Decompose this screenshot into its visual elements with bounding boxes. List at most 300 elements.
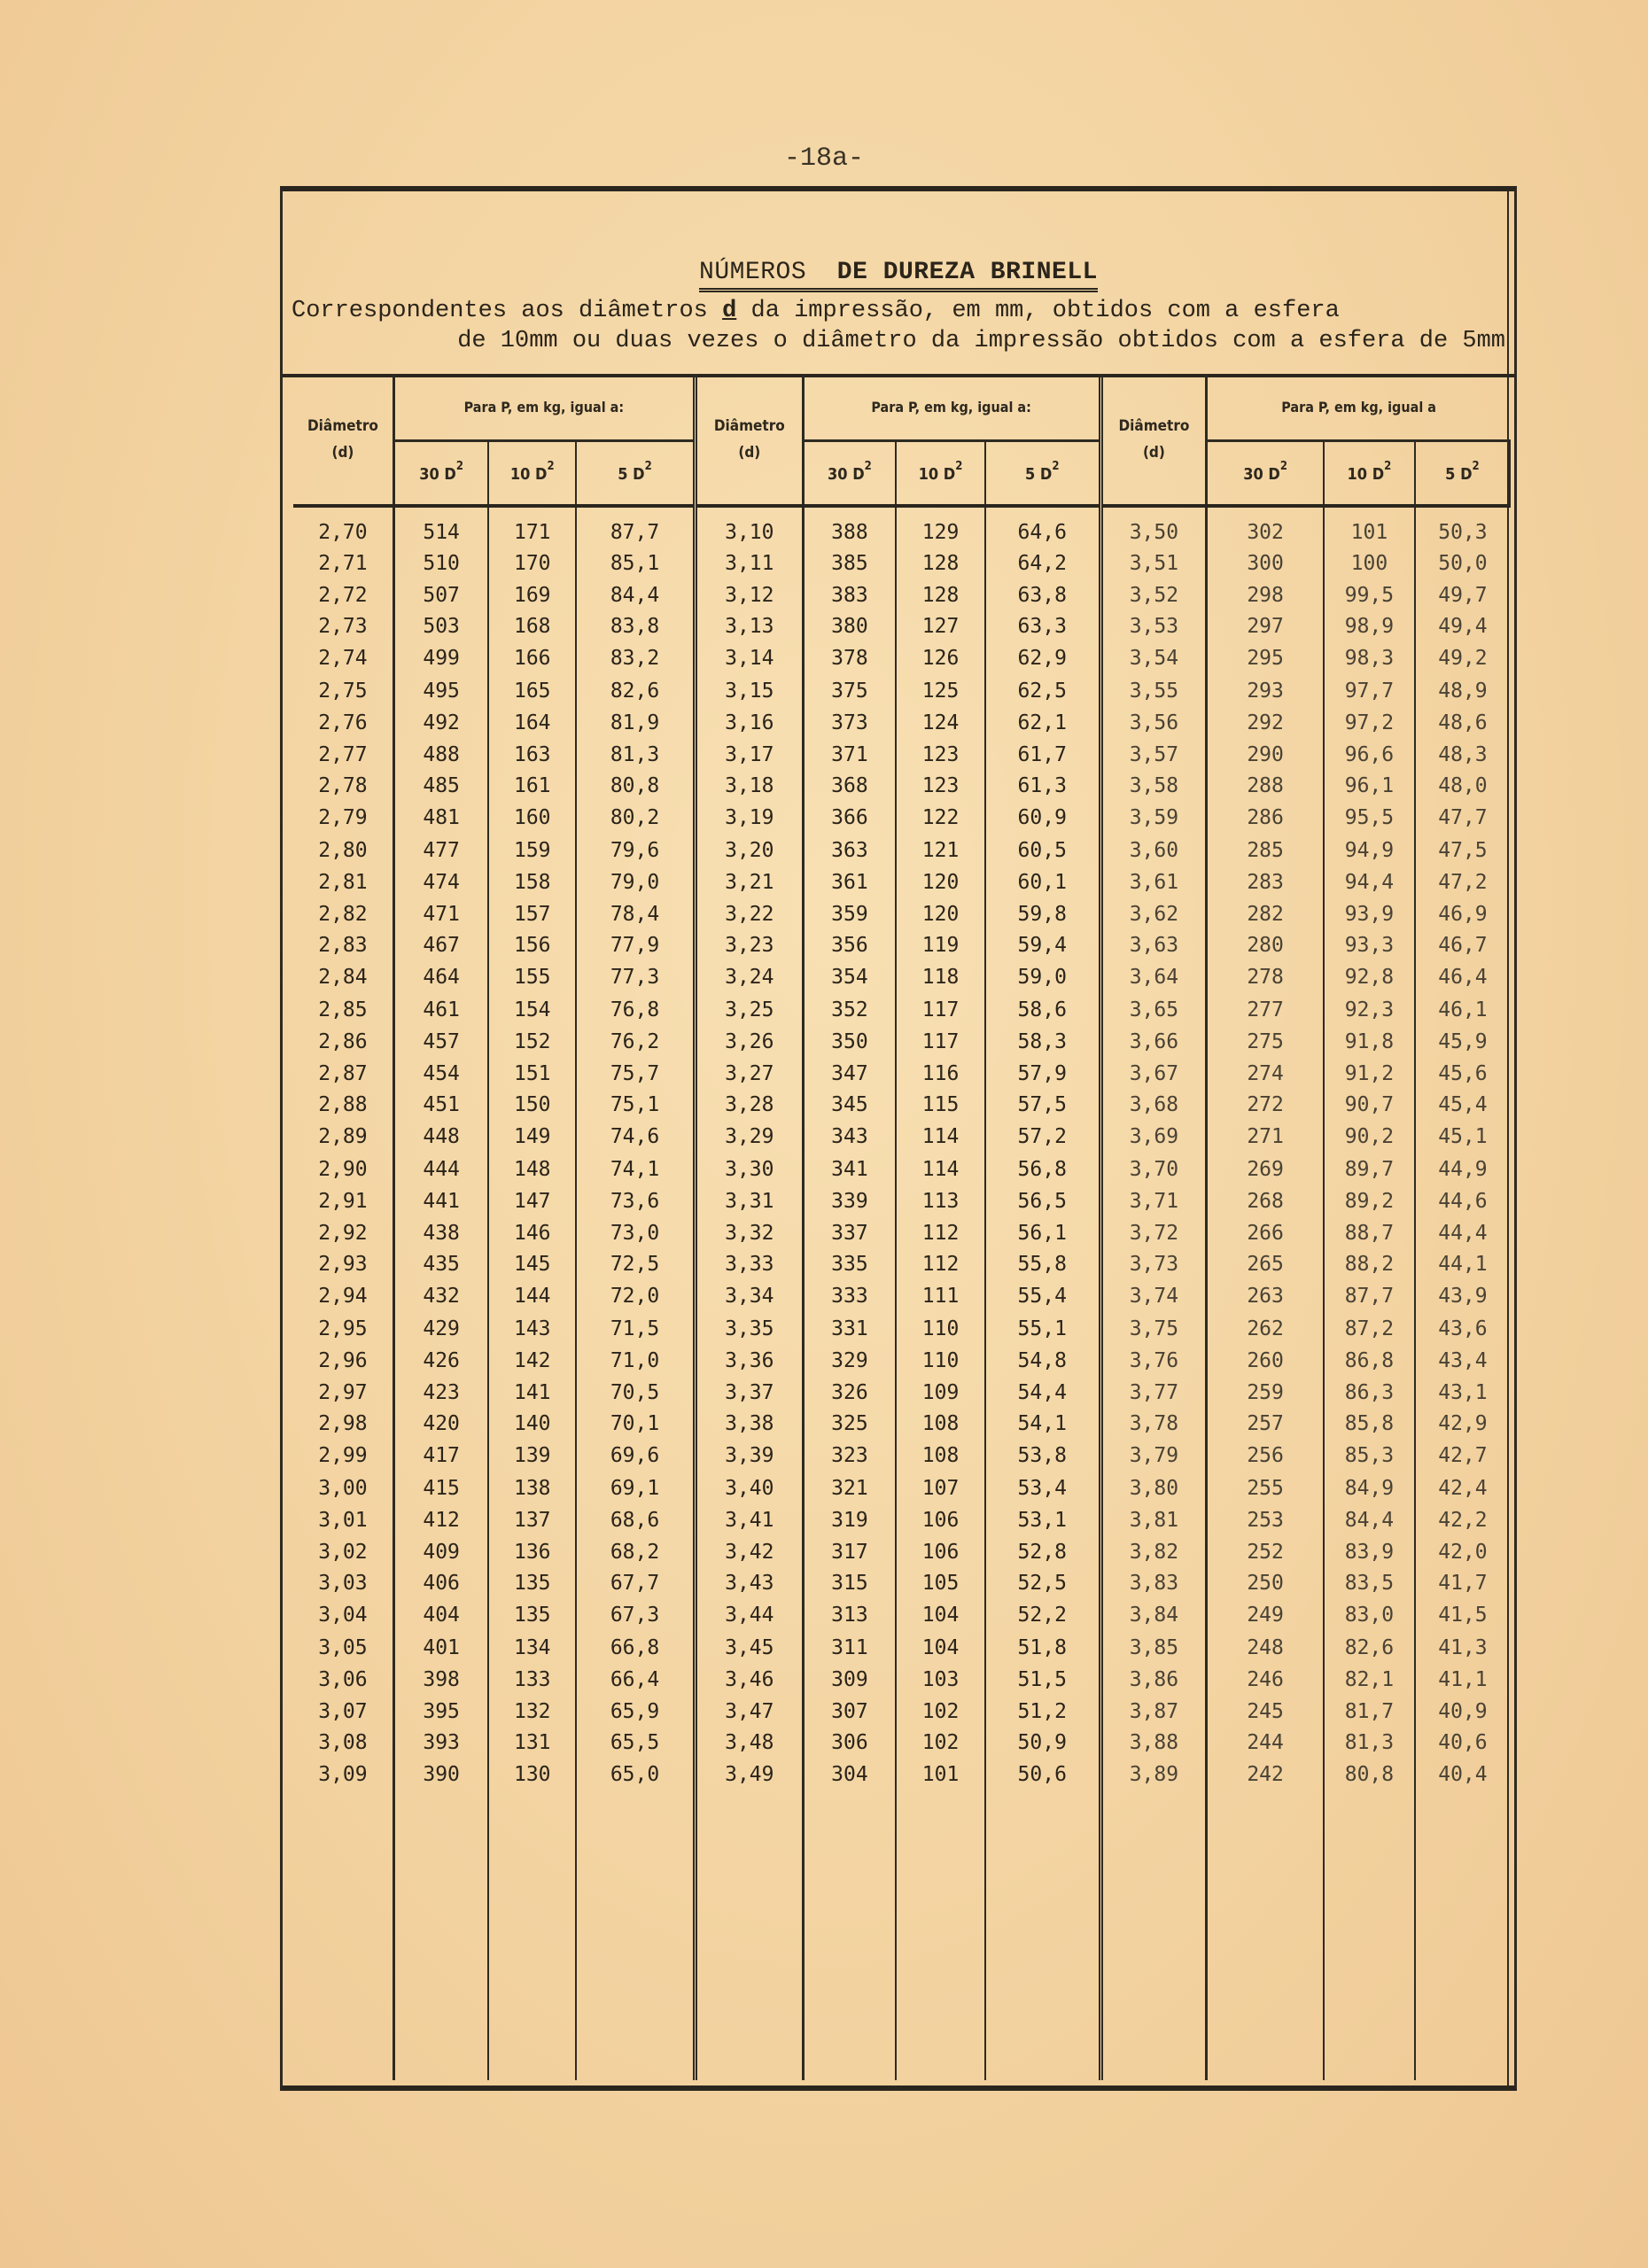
hb-5d2-cell: 70,5 <box>576 1377 695 1409</box>
hb-5d2-cell: 71,0 <box>576 1346 695 1378</box>
diameter-cell: 3,03 <box>293 1568 393 1600</box>
header-load-group-1: Para P, em kg, igual a: <box>393 374 695 441</box>
hb-10d2-cell: 161 <box>488 771 576 803</box>
hb-10d2-cell: 129 <box>896 506 985 548</box>
hb-30d2-cell: 248 <box>1207 1631 1324 1665</box>
hb-30d2-cell: 278 <box>1207 961 1324 993</box>
hb-5d2-cell: 48,3 <box>1438 742 1488 766</box>
hb-30d2-cell: 507 <box>393 579 488 611</box>
hb-10d2-cell: 122 <box>896 802 985 834</box>
hb-10d2-cell: 115 <box>896 1090 985 1122</box>
hb-10d2-cell: 170 <box>488 548 576 580</box>
diameter-cell: 3,37 <box>695 1377 803 1409</box>
table-row <box>293 1058 1510 1090</box>
hb-30d2-cell: 488 <box>393 739 488 771</box>
hb-30d2-cell: 319 <box>803 1505 896 1537</box>
diameter-cell: 3,16 <box>695 708 803 740</box>
hb-10d2-cell: 118 <box>896 961 985 993</box>
hb-30d2-cell: 363 <box>803 834 896 867</box>
hb-30d2-cell: 265 <box>1207 1249 1324 1281</box>
diameter-cell: 3,58 <box>1100 771 1207 803</box>
diameter-cell: 3,34 <box>695 1280 803 1312</box>
diameter-cell: 3,17 <box>695 739 803 771</box>
hb-5d2-cell: 53,8 <box>985 1440 1100 1472</box>
hb-5d2-cell: 69,6 <box>576 1440 695 1472</box>
hb-30d2-cell: 337 <box>803 1217 896 1249</box>
hb-5d2-cell: 53,1 <box>985 1505 1100 1537</box>
hb-10d2-cell: 149 <box>488 1121 576 1153</box>
hb-5d2-cell: 51,8 <box>985 1631 1100 1665</box>
hb-30d2-cell: 256 <box>1207 1440 1324 1472</box>
diameter-cell: 3,20 <box>695 834 803 867</box>
title-block <box>283 191 1514 377</box>
hb-30d2-cell: 255 <box>1207 1472 1324 1505</box>
hb-5d2-cell: 46,9 <box>1438 902 1488 926</box>
diameter-cell: 2,98 <box>293 1409 393 1441</box>
hb-30d2-cell: 361 <box>803 867 896 899</box>
hb-30d2-cell: 271 <box>1207 1121 1324 1153</box>
hb-5d2-cell: 70,1 <box>576 1409 695 1441</box>
diameter-cell: 3,40 <box>695 1472 803 1505</box>
diameter-cell: 2,72 <box>293 579 393 611</box>
table-row <box>293 1631 1510 1665</box>
hb-5d2-cell: 40,4 <box>1438 1762 1488 1786</box>
table-row <box>293 674 1510 708</box>
diameter-cell: 2,71 <box>293 548 393 580</box>
hb-10d2-cell: 81,3 <box>1324 1728 1415 1759</box>
diameter-cell: 2,74 <box>293 642 393 674</box>
hb-10d2-cell: 120 <box>896 867 985 899</box>
diameter-cell: 2,79 <box>293 802 393 834</box>
table-filler-row <box>293 1790 1510 2081</box>
hb-30d2-cell: 368 <box>803 771 896 803</box>
diameter-cell: 3,59 <box>1100 802 1207 834</box>
hb-5d2-cell: 58,3 <box>985 1027 1100 1059</box>
subtitle-line1-pre: Correspondentes aos diâmetros <box>292 298 723 324</box>
table-row <box>293 802 1510 834</box>
header-5d2-1: 5 $D^2$ <box>576 441 695 507</box>
hb-5d2-cell: 52,2 <box>985 1599 1100 1631</box>
subtitle-d-symbol: d <box>722 298 737 324</box>
hb-30d2-cell: 429 <box>393 1312 488 1346</box>
hb-30d2-cell: 269 <box>1207 1153 1324 1186</box>
hb-5d2-cell: 82,6 <box>576 674 695 708</box>
diameter-cell: 2,83 <box>293 930 393 962</box>
diameter-cell: 3,54 <box>1100 642 1207 674</box>
hb-10d2-cell: 132 <box>488 1696 576 1728</box>
title-part-1: NÚMEROS <box>699 259 806 292</box>
hb-30d2-cell: 415 <box>393 1472 488 1505</box>
diameter-cell: 2,95 <box>293 1312 393 1346</box>
hb-10d2-cell: 97,7 <box>1324 674 1415 708</box>
subtitle-line1-post: da impressão, em mm, obtidos com a esfera <box>736 298 1340 324</box>
diameter-cell: 3,87 <box>1100 1696 1207 1728</box>
diameter-cell: 3,39 <box>695 1440 803 1472</box>
diameter-cell: 3,15 <box>695 674 803 708</box>
hb-10d2-cell: 151 <box>488 1058 576 1090</box>
hb-5d2-cell: 77,9 <box>576 930 695 962</box>
table-row <box>293 1312 1510 1346</box>
diameter-cell: 3,72 <box>1100 1217 1207 1249</box>
hb-10d2-cell: 127 <box>896 611 985 643</box>
hb-30d2-cell: 326 <box>803 1377 896 1409</box>
hb-5d2-cell: 76,2 <box>576 1027 695 1059</box>
hb-30d2-cell: 272 <box>1207 1090 1324 1122</box>
hb-10d2-cell: 87,7 <box>1324 1280 1415 1312</box>
hb-30d2-cell: 474 <box>393 867 488 899</box>
hb-10d2-cell: 102 <box>896 1696 985 1728</box>
hb-30d2-cell: 356 <box>803 930 896 962</box>
hb-30d2-cell: 444 <box>393 1153 488 1186</box>
hb-5d2-cell: 56,1 <box>985 1217 1100 1249</box>
table-row <box>293 1536 1510 1568</box>
hb-5d2-cell: 54,1 <box>985 1409 1100 1441</box>
table-row <box>293 506 1510 548</box>
hb-10d2-cell: 83,0 <box>1324 1599 1415 1631</box>
hb-10d2-cell: 114 <box>896 1153 985 1186</box>
table-row <box>293 1280 1510 1312</box>
header-30d2-3: 30 $D^2$ <box>1207 441 1324 507</box>
hb-10d2-cell: 138 <box>488 1472 576 1505</box>
hb-10d2-cell: 109 <box>896 1377 985 1409</box>
hb-30d2-cell: 385 <box>803 548 896 580</box>
hb-10d2-cell: 108 <box>896 1409 985 1441</box>
diameter-cell: 3,46 <box>695 1665 803 1697</box>
hb-30d2-cell: 378 <box>803 642 896 674</box>
hb-5d2-cell: 41,1 <box>1438 1668 1488 1692</box>
diameter-cell: 2,99 <box>293 1440 393 1472</box>
hb-30d2-cell: 454 <box>393 1058 488 1090</box>
diameter-cell: 3,22 <box>695 898 803 930</box>
hb-30d2-cell: 293 <box>1207 674 1324 708</box>
hb-5d2-cell: 50,9 <box>985 1728 1100 1759</box>
diameter-cell: 2,97 <box>293 1377 393 1409</box>
diameter-cell: 3,31 <box>695 1186 803 1218</box>
diameter-cell: 3,27 <box>695 1058 803 1090</box>
hb-30d2-cell: 390 <box>393 1759 488 1790</box>
hb-10d2-cell: 89,7 <box>1324 1153 1415 1186</box>
hb-30d2-cell: 262 <box>1207 1312 1324 1346</box>
hb-30d2-cell: 311 <box>803 1631 896 1665</box>
diameter-cell: 3,51 <box>1100 548 1207 580</box>
diameter-cell: 2,76 <box>293 708 393 740</box>
hb-10d2-cell: 120 <box>896 898 985 930</box>
hb-5d2-cell: 51,5 <box>985 1665 1100 1697</box>
table-row <box>293 1759 1510 1790</box>
hb-10d2-cell: 158 <box>488 867 576 899</box>
hb-30d2-cell: 345 <box>803 1090 896 1122</box>
table-row <box>293 708 1510 740</box>
hb-30d2-cell: 317 <box>803 1536 896 1568</box>
hb-30d2-cell: 467 <box>393 930 488 962</box>
diameter-cell: 3,74 <box>1100 1280 1207 1312</box>
hb-10d2-cell: 105 <box>896 1568 985 1600</box>
hb-10d2-cell: 96,6 <box>1324 739 1415 771</box>
hb-5d2-cell: 47,7 <box>1438 805 1488 829</box>
hb-30d2-cell: 481 <box>393 802 488 834</box>
hb-5d2-cell: 50,0 <box>1438 552 1488 576</box>
hb-10d2-cell: 100 <box>1324 548 1415 580</box>
diameter-cell: 3,36 <box>695 1346 803 1378</box>
diameter-cell: 3,69 <box>1100 1121 1207 1153</box>
hb-5d2-cell: 80,2 <box>576 802 695 834</box>
header-load-group-3: Para P, em kg, igual a <box>1207 374 1510 441</box>
hb-30d2-cell: 307 <box>803 1696 896 1728</box>
hb-30d2-cell: 246 <box>1207 1665 1324 1697</box>
hb-30d2-cell: 249 <box>1207 1599 1324 1631</box>
diameter-cell: 3,71 <box>1100 1186 1207 1218</box>
hb-10d2-cell: 139 <box>488 1440 576 1472</box>
hb-10d2-cell: 147 <box>488 1186 576 1218</box>
page-number: -18a- <box>783 144 864 174</box>
hb-30d2-cell: 329 <box>803 1346 896 1378</box>
diameter-cell: 3,55 <box>1100 674 1207 708</box>
header-30d2-1: 30 $D^2$ <box>393 441 488 507</box>
hb-5d2-cell: 51,2 <box>985 1696 1100 1728</box>
hb-30d2-cell: 350 <box>803 1027 896 1059</box>
hb-10d2-cell: 168 <box>488 611 576 643</box>
hb-5d2-cell: 49,4 <box>1438 615 1488 639</box>
hb-10d2-cell: 117 <box>896 1027 985 1059</box>
hb-10d2-cell: 144 <box>488 1280 576 1312</box>
diameter-cell: 3,86 <box>1100 1665 1207 1697</box>
hb-5d2-cell: 45,1 <box>1438 1124 1488 1148</box>
hb-30d2-cell: 432 <box>393 1280 488 1312</box>
hb-30d2-cell: 323 <box>803 1440 896 1472</box>
diameter-cell: 3,35 <box>695 1312 803 1346</box>
hb-5d2-cell: 78,4 <box>576 898 695 930</box>
table-row <box>293 1665 1510 1697</box>
hb-30d2-cell: 304 <box>803 1759 896 1790</box>
hb-10d2-cell: 102 <box>896 1728 985 1759</box>
diameter-cell: 3,82 <box>1100 1536 1207 1568</box>
subtitle-line2: de 10mm ou duas vezes o diâmetro da impressão obtidos com a esfera de 5mm <box>457 328 1505 354</box>
hb-5d2-cell: 43,6 <box>1438 1317 1488 1340</box>
hb-30d2-cell: 335 <box>803 1249 896 1281</box>
diameter-cell: 3,43 <box>695 1568 803 1600</box>
table-row <box>293 1377 1510 1409</box>
diameter-cell: 3,62 <box>1100 898 1207 930</box>
hb-5d2-cell: 73,0 <box>576 1217 695 1249</box>
hb-10d2-cell: 101 <box>896 1759 985 1790</box>
hb-10d2-cell: 154 <box>488 993 576 1027</box>
hb-30d2-cell: 477 <box>393 834 488 867</box>
hb-5d2-cell: 54,8 <box>985 1346 1100 1378</box>
hb-30d2-cell: 343 <box>803 1121 896 1153</box>
hb-30d2-cell: 485 <box>393 771 488 803</box>
hb-30d2-cell: 286 <box>1207 802 1324 834</box>
hb-10d2-cell: 106 <box>896 1505 985 1537</box>
table-row <box>293 1090 1510 1122</box>
hb-5d2-cell: 44,4 <box>1438 1221 1488 1245</box>
table-title <box>283 259 1514 286</box>
table-row <box>293 1346 1510 1378</box>
hb-5d2-cell: 48,9 <box>1438 679 1488 703</box>
table-row <box>293 1121 1510 1153</box>
hb-5d2-cell: 81,9 <box>576 708 695 740</box>
hb-5d2-cell: 45,4 <box>1438 1093 1488 1117</box>
hb-10d2-cell: 80,8 <box>1324 1759 1415 1790</box>
diameter-cell: 3,45 <box>695 1631 803 1665</box>
diameter-cell: 3,88 <box>1100 1728 1207 1759</box>
hb-5d2-cell: 43,1 <box>1438 1380 1488 1404</box>
diameter-cell: 2,82 <box>293 898 393 930</box>
table-row <box>293 1249 1510 1281</box>
hb-5d2-cell: 65,0 <box>576 1759 695 1790</box>
hb-10d2-cell: 103 <box>896 1665 985 1697</box>
hb-5d2-cell: 42,9 <box>1438 1412 1488 1436</box>
diameter-cell: 3,23 <box>695 930 803 962</box>
hb-5d2-cell: 49,7 <box>1438 583 1488 607</box>
table-row <box>293 1472 1510 1505</box>
hb-10d2-cell: 84,9 <box>1324 1472 1415 1505</box>
hb-10d2-cell: 164 <box>488 708 576 740</box>
diameter-cell: 3,63 <box>1100 930 1207 962</box>
diameter-cell: 3,44 <box>695 1599 803 1631</box>
hb-10d2-cell: 112 <box>896 1217 985 1249</box>
hb-10d2-cell: 96,1 <box>1324 771 1415 803</box>
hb-10d2-cell: 166 <box>488 642 576 674</box>
hb-30d2-cell: 388 <box>803 506 896 548</box>
hb-10d2-cell: 171 <box>488 506 576 548</box>
hb-10d2-cell: 123 <box>896 771 985 803</box>
diameter-cell: 3,52 <box>1100 579 1207 611</box>
diameter-cell: 3,85 <box>1100 1631 1207 1665</box>
diameter-cell: 2,90 <box>293 1153 393 1186</box>
hb-30d2-cell: 331 <box>803 1312 896 1346</box>
hb-30d2-cell: 404 <box>393 1599 488 1631</box>
hb-30d2-cell: 373 <box>803 708 896 740</box>
hb-30d2-cell: 492 <box>393 708 488 740</box>
hb-5d2-cell: 61,3 <box>985 771 1100 803</box>
hb-30d2-cell: 309 <box>803 1665 896 1697</box>
hb-5d2-cell: 50,6 <box>985 1759 1100 1790</box>
diameter-cell: 3,83 <box>1100 1568 1207 1600</box>
table-row <box>293 993 1510 1027</box>
table-row <box>293 1027 1510 1059</box>
diameter-cell: 3,10 <box>695 506 803 548</box>
table-subtitle <box>292 296 1505 356</box>
diameter-cell: 2,81 <box>293 867 393 899</box>
diameter-cell: 3,53 <box>1100 611 1207 643</box>
hb-30d2-cell: 347 <box>803 1058 896 1090</box>
diameter-cell: 3,67 <box>1100 1058 1207 1090</box>
hb-5d2-cell: 73,6 <box>576 1186 695 1218</box>
hb-30d2-cell: 295 <box>1207 642 1324 674</box>
table-frame <box>280 186 1517 2091</box>
header-10d2-3: 10 $D^2$ <box>1324 441 1415 507</box>
hb-10d2-cell: 104 <box>896 1631 985 1665</box>
hb-30d2-cell: 325 <box>803 1409 896 1441</box>
diameter-cell: 3,61 <box>1100 867 1207 899</box>
hb-5d2-cell: 60,5 <box>985 834 1100 867</box>
brinell-table <box>293 374 1511 2080</box>
table-row <box>293 1505 1510 1537</box>
hb-5d2-cell: 77,3 <box>576 961 695 993</box>
hb-10d2-cell: 152 <box>488 1027 576 1059</box>
hb-30d2-cell: 268 <box>1207 1186 1324 1218</box>
diameter-cell: 2,92 <box>293 1217 393 1249</box>
hb-5d2-cell: 87,7 <box>576 506 695 548</box>
diameter-cell: 3,79 <box>1100 1440 1207 1472</box>
hb-5d2-cell: 61,7 <box>985 739 1100 771</box>
hb-30d2-cell: 321 <box>803 1472 896 1505</box>
diameter-cell: 2,75 <box>293 674 393 708</box>
diameter-cell: 3,65 <box>1100 993 1207 1027</box>
hb-10d2-cell: 97,2 <box>1324 708 1415 740</box>
header-5d2-3: 5 $D^2$ <box>1415 441 1510 507</box>
hb-10d2-cell: 93,9 <box>1324 898 1415 930</box>
diameter-cell: 3,64 <box>1100 961 1207 993</box>
hb-10d2-cell: 92,8 <box>1324 961 1415 993</box>
hb-5d2-cell: 42,4 <box>1438 1476 1488 1500</box>
diameter-cell: 2,93 <box>293 1249 393 1281</box>
diameter-cell: 3,25 <box>695 993 803 1027</box>
hb-30d2-cell: 354 <box>803 961 896 993</box>
diameter-cell: 3,21 <box>695 867 803 899</box>
hb-30d2-cell: 333 <box>803 1280 896 1312</box>
hb-10d2-cell: 140 <box>488 1409 576 1441</box>
hb-5d2-cell: 57,5 <box>985 1090 1100 1122</box>
hb-5d2-cell: 44,6 <box>1438 1190 1488 1214</box>
hb-10d2-cell: 98,3 <box>1324 642 1415 674</box>
diameter-cell: 3,33 <box>695 1249 803 1281</box>
hb-30d2-cell: 461 <box>393 993 488 1027</box>
diameter-cell: 3,70 <box>1100 1153 1207 1186</box>
diameter-cell: 3,06 <box>293 1665 393 1697</box>
diameter-cell: 3,02 <box>293 1536 393 1568</box>
hb-5d2-cell: 47,5 <box>1438 838 1488 862</box>
hb-10d2-cell: 95,5 <box>1324 802 1415 834</box>
table-row <box>293 1153 1510 1186</box>
hb-30d2-cell: 383 <box>803 579 896 611</box>
hb-5d2-cell: 72,5 <box>576 1249 695 1281</box>
hb-5d2-cell: 59,0 <box>985 961 1100 993</box>
hb-10d2-cell: 130 <box>488 1759 576 1790</box>
hb-30d2-cell: 290 <box>1207 739 1324 771</box>
hb-10d2-cell: 128 <box>896 548 985 580</box>
hb-5d2-cell: 62,9 <box>985 642 1100 674</box>
hb-10d2-cell: 116 <box>896 1058 985 1090</box>
hb-10d2-cell: 91,8 <box>1324 1027 1415 1059</box>
header-diameter-1: Diâmetro (d) <box>293 374 393 506</box>
hb-10d2-cell: 90,7 <box>1324 1090 1415 1122</box>
hb-10d2-cell: 106 <box>896 1536 985 1568</box>
hb-5d2-cell: 41,5 <box>1438 1603 1488 1627</box>
hb-30d2-cell: 380 <box>803 611 896 643</box>
hb-5d2-cell: 59,4 <box>985 930 1100 962</box>
hb-5d2-cell: 55,1 <box>985 1312 1100 1346</box>
hb-30d2-cell: 398 <box>393 1665 488 1697</box>
hb-30d2-cell: 426 <box>393 1346 488 1378</box>
hb-10d2-cell: 83,9 <box>1324 1536 1415 1568</box>
hb-5d2-cell: 75,1 <box>576 1090 695 1122</box>
hb-30d2-cell: 406 <box>393 1568 488 1600</box>
diameter-cell: 3,89 <box>1100 1759 1207 1790</box>
hb-10d2-cell: 85,3 <box>1324 1440 1415 1472</box>
hb-30d2-cell: 339 <box>803 1186 896 1218</box>
hb-5d2-cell: 57,2 <box>985 1121 1100 1153</box>
hb-30d2-cell: 297 <box>1207 611 1324 643</box>
hb-5d2-cell: 59,8 <box>985 898 1100 930</box>
diameter-cell: 3,14 <box>695 642 803 674</box>
hb-5d2-cell: 45,6 <box>1438 1061 1488 1085</box>
hb-5d2-cell: 55,4 <box>985 1280 1100 1312</box>
hb-30d2-cell: 257 <box>1207 1409 1324 1441</box>
hb-30d2-cell: 457 <box>393 1027 488 1059</box>
hb-10d2-cell: 84,4 <box>1324 1505 1415 1537</box>
hb-5d2-cell: 46,4 <box>1438 965 1488 989</box>
